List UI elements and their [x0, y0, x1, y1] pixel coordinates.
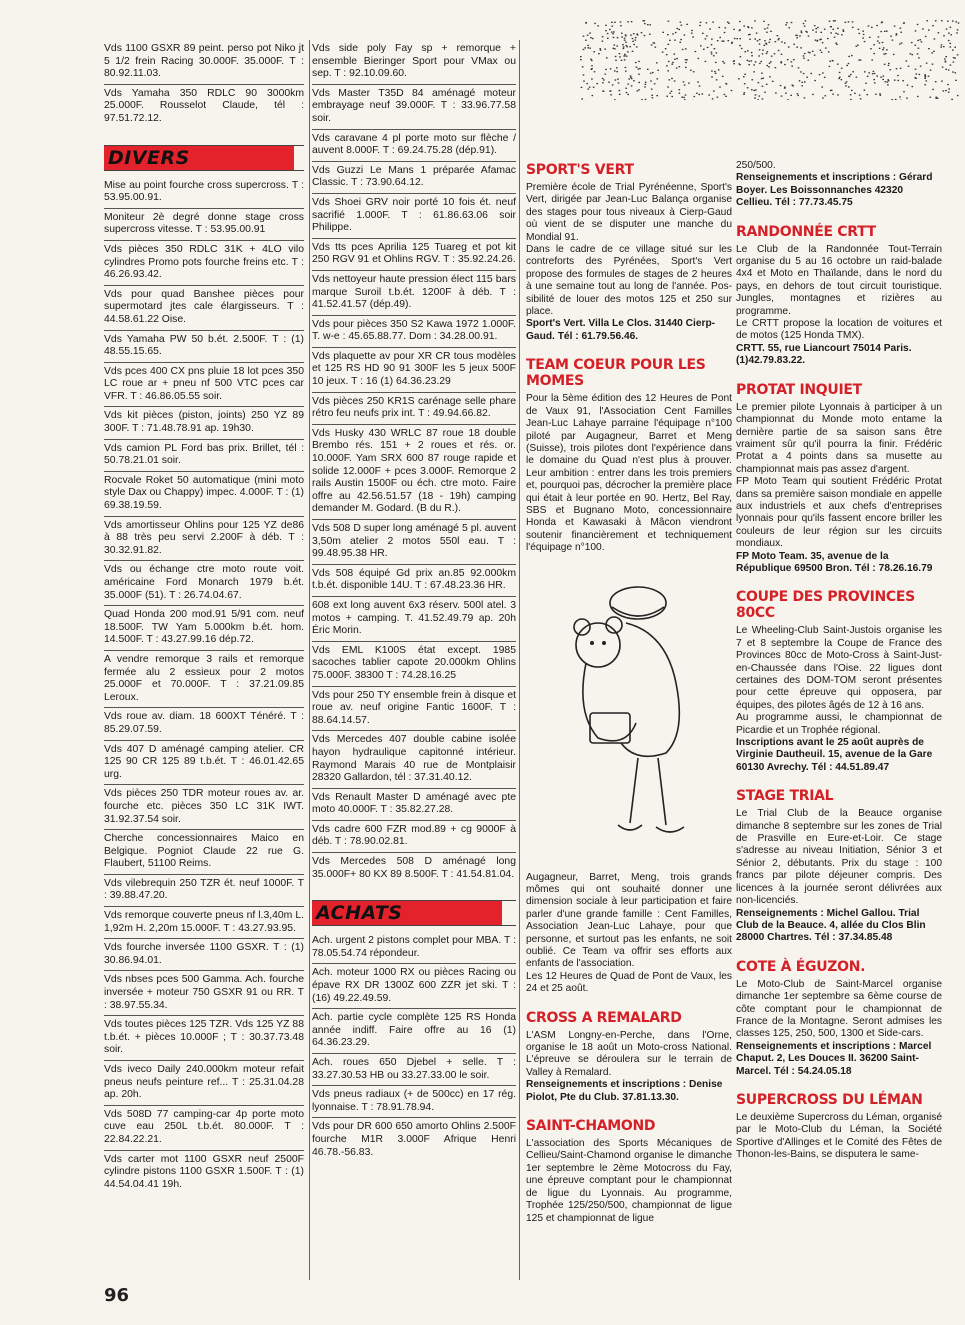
- column-divider: [309, 40, 310, 1280]
- classified-ad: Vds iveco Daily 240.000km moteur refait pneus neufs peinture ref... T : 25.31.04.28 ap. 20h.: [104, 1061, 304, 1106]
- article-continuation: 250/500.: [736, 160, 776, 171]
- section-header-divers: [104, 145, 304, 171]
- classified-ad: Vds nbses pces 500 Gamma. Ach. fourche inversée + moteur 750 GSXR 91 ou RR. T : 38.97.55.34.: [104, 971, 304, 1016]
- classified-ad: Vds pièces 350 RDLC 31K + 4LO vilo cylindres Promo pots fourche freins etc. T : 46.26.93.42.: [104, 241, 304, 286]
- classified-ad: Vds 1100 GSXR 89 peint. perso pot Niko jt 5 1/2 frein Racing 30.000F. 35.000F. T : 80.92.11.03.: [104, 40, 304, 85]
- classified-ad: Vds 508 équipé Gd prix an.85 92.000km t.b.ét. disponible 14U. T : 67.48.23.36 HR.: [312, 565, 516, 597]
- news-article: [526, 1010, 732, 1104]
- classified-ad: Ach. partie cycle complète 125 RS Honda année indiff. Faire offre au 16 (1) 64.36.23.29.: [312, 1009, 516, 1054]
- article-paragraph: Dans le cadre de ce village situé sur les contreforts des Pyrénées, Sport's Vert propose des formules de stages de 2 heures à une semaine tout au long de l'année. Pos-sibilité de louer des motos 125 et 250 sur place.: [526, 244, 732, 318]
- classified-ad: Rocvale Roket 50 automatique (mini moto style Dax ou Chappy) impec. 4.000F. T : (1) 69.38.19.59.: [104, 472, 304, 517]
- classified-ad: Vds plaquette av pour XR CR tous modèles et 125 RS HD 90 91 300F les 5 jeux 500F 10 jeux. T : 16 (1) 64.36.23.29: [312, 348, 516, 393]
- classified-ad: Vds EML K100S état except. 1985 sacoches tablier capote 20.000km Ohlins 75.000F. 38300 T : 74.28.16.25: [312, 642, 516, 687]
- classified-ad: Vds Guzzi Le Mans 1 préparée Afamac Classic. T : 73.90.64.12.: [312, 162, 516, 194]
- classified-ad: Vds pour pièces 350 S2 Kawa 1972 1.000F. T. w-e : 45.65.88.77. Dom : 34.28.00.91.: [312, 316, 516, 348]
- news-article: [736, 1092, 942, 1162]
- classified-ad: Vds nettoyeur haute pression élect 115 bars marque Suroil t.b.ét. 1200F à déb. T : 41.52.41.57 (dép.49).: [312, 271, 516, 316]
- child-with-teddy-bear-illustration: [526, 563, 732, 863]
- classified-ad: Vds roue av. diam. 18 600XT Ténéré. T : 85.29.07.59.: [104, 708, 304, 740]
- classified-ad: Vds fourche inversée 1100 GSXR. T : (1) 30.86.94.01.: [104, 939, 304, 971]
- classified-ad: Cherche concessionnaires Maico en Belgique. Pogniot Claude 22 rue G. Flaubert, 51100 Reims.: [104, 830, 304, 875]
- article-title: COTE À ÉGUZON.: [736, 958, 866, 975]
- classified-ad: 608 ext long auvent 6x3 réserv. 500l atel. 3 motos + camping. T. 41.52.49.79 ap. 20h Éric Morin.: [312, 597, 516, 642]
- article-contact: Renseignements et inscriptions : Denise Piolot, Pte du Club. 37.81.13.30.: [526, 1079, 723, 1103]
- article-paragraph: Le Moto-Club de Saint-Marcel organise dimanche 1er septembre sa 6ème course de côte comptant pour le championnat de France de la Montagne. Seront admises les classes 125, 250, 500, 1300 et Side-cars.: [736, 978, 942, 1040]
- article-paragraph: Le CRTT propose la location de voitures et de motos (125 Honda TMX).: [736, 318, 942, 342]
- article-title: STAGE TRIAL: [736, 788, 834, 805]
- article-paragraph: L'association des Sports Mécaniques de Cellieu/Saint-Chamond organise le dimanche 1er septembre le 2ème Motocross du Fay, une épreuve comptant pour le championnat de ligue du Lyonnais. Au programme, Trophée 125/250/500, championnat de ligue 125 et championnat de ligue: [526, 1138, 732, 1224]
- classified-ad: Vds pièces 250 TDR moteur roues av. ar. fourche etc. pièces 350 LC 31K IWT. 31.92.37.54 soir.: [104, 785, 304, 830]
- article-paragraph: Le Wheeling-Club Saint-Justois organise les 7 et 8 septembre la Coupe de France des Provinces 80cc de Moto-Cross à Saint-Just-en-Chaussée dans l'Oise. 22 ligues dont certaines des DOM-TOM seront présentes pour cette épreuve qui opposera, par équipes, des pilotes âgés de 12 à 16 ans.: [736, 625, 942, 711]
- classified-ad: Mise au point fourche cross supercross. T : 53.95.00.91.: [104, 177, 304, 209]
- article-paragraph: L'ASM Longny-en-Perche, dans l'Orne, organise le 18 août un Moto-cross National. L'épreuve se déroulera sur le terrain de Valley à Remalard.: [526, 1029, 732, 1078]
- classified-ad: Vds remorque couverte pneus nf l.3,40m L. 1,92m H. 2,20m 15.000F. T : 43.27.93.95.: [104, 907, 304, 939]
- news-article: [526, 357, 732, 995]
- classified-ad: Vds Renault Master D aménagé avec pte moto 40.000F. T : 35.82.27.28.: [312, 789, 516, 821]
- article-title: TEAM COEUR POUR LES MOMES: [526, 357, 706, 390]
- column-divider: [519, 40, 520, 1280]
- news-article: [526, 162, 732, 343]
- article-title: PROTAT INQUIET: [736, 381, 862, 398]
- article-paragraph: Le deuxième Supercross du Léman, organisé par le Moto-Club du Léman, la Société Sportive d'Allinges et le Comité des Fêtes de Thonon-les-Bains, se disputera le same-: [736, 1111, 942, 1161]
- classified-ad: A vendre remorque 3 rails et remorque fermée alu 2 essieux pour 2 motos 25.000F et 70.000F. T : 37.21.09.85 Leroux.: [104, 651, 304, 708]
- article-paragraph: Pour la 5ème édition des 12 Heures de Pont de Vaux 91, l'Association Cent Familles Jean-Luc Lahaye parraine l'équipage n°100 piloté par Augagneur, Barret et Meng (Suisse), trois pilotes dont l'expérience dans le domaine du Quad n'est plus à prouver. Leur ambition : entrer dans les trois premiers et, pourquoi pas, décrocher la première place qui était à leur portée en 90. Hertz, Bel Ray, SBS et Bugnano Moto, concessionnaire Honda et Kawasaki à Mâcon viendront soutenir financièrement et techniquement l'équipage n°100.: [526, 393, 732, 554]
- classified-ad: Vds side poly Fay sp + remorque + ensemble Bieringer Sport pour VMax ou sep. T : 92.10.09.60.: [312, 40, 516, 85]
- section-label: DIVERS: [108, 146, 190, 169]
- news-article: [736, 788, 942, 944]
- article-contact: Renseignements et inscriptions : Marcel Chaput. 2, Les Douces II. 36200 Saint-Marcel. Tél : 54.24.05.18: [736, 1040, 932, 1077]
- section-label: ACHATS: [316, 902, 403, 925]
- decorative-speckle-pattern: [580, 20, 960, 100]
- article-title: SUPERCROSS DU LÉMAN: [736, 1091, 923, 1108]
- article-contact: FP Moto Team. 35, avenue de la République 69500 Bron. Tél : 78.26.16.79: [736, 550, 933, 574]
- article-paragraph: Première école de Trial Pyrénéenne, Sport's Vert, dirigée par Jean-Luc Balança organise des stages pour tous niveaux à Cierp-Gaud où vient de se disputer une manche du Mondial 91.: [526, 182, 732, 243]
- classified-ad: Vds Shoei GRV noir porté 10 fois ét. neuf sacrifié 1.000F. T : 61.86.63.06 soir Philippe.: [312, 194, 516, 239]
- classified-ad: Vds carter mot 1100 GSXR neuf 2500F cylindre pistons 1100 GSXR 1.500F. T : (1) 44.54.04.41 19h.: [104, 1153, 304, 1190]
- classified-ad: Vds caravane 4 pl porte moto sur flèche / auvent 8.000F. T : 69.24.75.28 (dép.91).: [312, 130, 516, 162]
- classified-ad: Vds Husky 430 WRLC 87 roue 18 double Brembo rés. 151 + 2 roues et rés. or. 10.000F. Yam SRX 600 87 rouge rapide et solide 12.000F + pces 3.000F. Remorque 2 rails Austin 1500F ou éch. ctre moto. Faire offre au 42.56.51.57 (18 - 19h) camping demander M. Godard. (B du R.).: [312, 425, 516, 520]
- classified-ad: Quad Honda 200 mod.91 5/91 com. neuf 18.500F. TW Yam 5.000km b.ét. hom. 14.500F. T : 43.27.99.16 dép.72.: [104, 606, 304, 651]
- classified-ad: Ach. moteur 1000 RX ou pièces Racing ou épave RX DR 1300Z 600 ZZR jet ski. T : (16) 49.22.49.59.: [312, 964, 516, 1009]
- classified-ad: Ach. urgent 2 pistons complet pour MBA. T : 78.05.54.74 répondeur.: [312, 932, 516, 964]
- article-title: SPORT'S VERT: [526, 162, 634, 178]
- article-contact: CRTT. 55, rue Liancourt 75014 Paris. (1)42.79.83.22.: [736, 342, 912, 367]
- classified-ad: Vds tts pces Aprilia 125 Tuareg et pot kit 250 RGV 91 et Ohlins RGV. T : 35.92.24.26.: [312, 239, 516, 271]
- classified-ad: Vds kit pièces (piston, joints) 250 YZ 89 300F. T : 71.48.78.91 ap. 19h30.: [104, 407, 304, 439]
- classified-ad: Vds 508D 77 camping-car 4p porte moto cuve eau 250L t.b.ét. 80.000F. T : 22.84.22.21.: [104, 1106, 304, 1151]
- classified-ad: Vds camion PL Ford bas prix. Brillet, tél : 50.78.21.01 soir.: [104, 440, 304, 472]
- classified-ad: Vds Master T35D 84 aménagé moteur embrayage neuf 39.000F. T : 33.96.77.58 soir.: [312, 85, 516, 130]
- classified-ad: Vds 407 D aménagé camping atelier. CR 125 90 CR 125 89 t.b.ét. T : 46.01.42.65 urg.: [104, 741, 304, 786]
- article-title: SAINT-CHAMOND: [526, 1118, 656, 1135]
- article-contact: Renseignements et inscriptions : Gérard Boyer. Les Boissonnanches 42320 Cellieu. Tél : 77.73.45.75: [736, 172, 933, 209]
- news-article: [736, 959, 942, 1078]
- article-title: CROSS A REMALARD: [526, 1009, 682, 1026]
- classified-ad: Vds ou échange ctre moto route voit. américaine Ford Monarch 1979 b.ét. 35.000F (51). T : 26.74.04.67.: [104, 561, 304, 606]
- article-paragraph: Au programme aussi, le championnat de Picardie et un Trophée régional.: [736, 712, 942, 736]
- classified-ad: Vds pièces 250 KR1S carénage selle phare rétro feu neufs prix int. T : 49.94.66.82.: [312, 393, 516, 425]
- article-paragraph: Les 12 Heures de Quad de Pont de Vaux, les 24 et 25 août.: [526, 970, 732, 995]
- classified-ad: Vds cadre 600 FZR mod.89 + cg 9000F à déb. T : 78.90.02.81.: [312, 821, 516, 853]
- classified-ad: Vds 508 D super long aménagé 5 pl. auvent 3,50m atelier 2 motos 550l eau. T : 99.48.95.38 HR.: [312, 520, 516, 565]
- news-column-3: [526, 148, 732, 1225]
- classified-ad: Vds pneus radiaux (+ de 500cc) en 17 rég. lyonnaise. T : 78.91.78.94.: [312, 1086, 516, 1118]
- article-paragraph: Le Trial Club de la Beauce organise dimanche 8 septembre sur les zones de Trial de Prasville en Eure-et-Loir. Ce stage s'adresse au niveau Initiation, Sénior 3 et Sénior 2, débutants. Prix du stage : 100 francs par pilote déjeuner compris. Des licences à la journée seront délivrées aux non-licenciés.: [736, 808, 942, 907]
- classified-ad: Vds pour 250 TY ensemble frein à disque et roue av. neuf origine Fantic 1600F. T : 88.64.14.57.: [312, 687, 516, 732]
- article-title: RANDONNÉE CRTT: [736, 223, 876, 240]
- classified-ad: Vds pces 400 CX pns pluie 18 lot pces 350 LC roue ar + pneu nf 500 VTC pces car VFR. T : 46.86.05.55 soir.: [104, 363, 304, 408]
- news-article: [736, 382, 942, 576]
- article-paragraph: Augagneur, Barret, Meng, trois grands mômes qui ont souhaité donner une dimension sociale à leur participation et faire parler d'une grande famille : Cent Familles, Association Jean-Luc Lahaye, pour que personne, et surtout pas les enfants, ne soit oublié. Ce Team va offrir ses efforts aux enfants de l'association.: [526, 871, 732, 970]
- classified-ad: Vds Yamaha 350 RDLC 90 3000km 25.000F. Rousselot Claude, tél : 97.51.72.12.: [104, 87, 304, 124]
- article-contact: Inscriptions avant le 25 août auprès de Virginie Dautheuil. 15, avenue de la Gare 60130 Avrechy. Tél : 44.51.89.47: [736, 737, 933, 773]
- news-article: [736, 224, 942, 368]
- classified-ad: Vds Yamaha PW 50 b.ét. 2.500F. T : (1) 48.55.15.65.: [104, 331, 304, 363]
- article-contact: Sport's Vert. Villa Le Clos. 31440 Cierp-Gaud. Tél : 61.79.56.46.: [526, 318, 716, 342]
- article-contact: Renseignements : Michel Gallou. Trial Club de la Beauce. 4, allée du Clos Blin 28000 Chartres. Tél : 37.34.85.48: [736, 907, 926, 944]
- classified-ad: Ach. roues 650 Djebel + selle. T : 33.27.30.53 HB ou 33.27.33.00 le soir.: [312, 1054, 516, 1086]
- classified-ad: Vds Mercedes 407 double cabine isolée hayon hydraulique capitonné intérieur. Raymond Marais 40 rue de Montplaisir 28320 Gallardon, tél : 37.31.40.12.: [312, 731, 516, 788]
- classified-ad: Moniteur 2è degré donne stage cross supercross vitesse. T : 53.95.00.91: [104, 209, 304, 241]
- classifieds-column-2: [312, 40, 516, 1162]
- classified-ad: Vds pour quad Banshee pièces pour supermotard jtes cale élargisseurs. T : 44.58.61.22 Oise.: [104, 286, 304, 331]
- article-title: COUPE DES PROVINCES 80CC: [736, 589, 915, 622]
- classifieds-column-1: [104, 40, 304, 1194]
- news-column-4: [736, 160, 942, 1162]
- classified-ad: Vds amortisseur Ohlins pour 125 YZ de86 à 88 très peu servi 2.200F à déb. T : 30.32.91.82.: [104, 517, 304, 562]
- classified-ad: Vds Mercedes 508 D aménagé long 35.000F+ 80 KX 89 8.500F. T : 41.54.81.04.: [312, 856, 516, 880]
- classified-ad: Vds pour DR 600 650 amorto Ohlins 2.500F fourche M1R 3.000F Afrique Henri 46.78.-56.83.: [312, 1121, 516, 1158]
- classified-ad: Vds vilebrequin 250 TZR ét. neuf 1000F. T : 39.88.47.20.: [104, 875, 304, 907]
- classified-ad: Vds toutes pièces 125 TZR. Vds 125 YZ 88 t.b.ét. + pièces 10.000F ; T : 30.37.73.48 soir.: [104, 1016, 304, 1061]
- article-paragraph: Le premier pilote Lyonnais à participer à un championnat du Monde moto entame la dernière partie de sa saison sans être vraiment sûr qu'il pourra la finir. Frédéric Protat a 4 points dans sa musette au championnat mais pas assez d'argent.: [736, 401, 942, 475]
- section-header-achats: [312, 900, 516, 926]
- news-article: [526, 1118, 732, 1225]
- article-paragraph: Le Club de la Randonnée Tout-Terrain organise du 5 au 16 octobre un raid-balade 4x4 et Moto en Thaïlande, dans le nord du pays, en dehors de tout circuit touristique. Jungles, montagnes et rizières au programme.: [736, 243, 942, 317]
- news-article: [736, 589, 942, 774]
- page-number: 96: [104, 1285, 130, 1306]
- article-paragraph: FP Moto Team qui soutient Frédéric Protat dans sa première saison mondiale en appelle aux industriels et aux chefs d'entreprises lyonnais pour qu'ils fassent encore briller les couleurs de leur région sur les circuits mondiaux.: [736, 476, 942, 550]
